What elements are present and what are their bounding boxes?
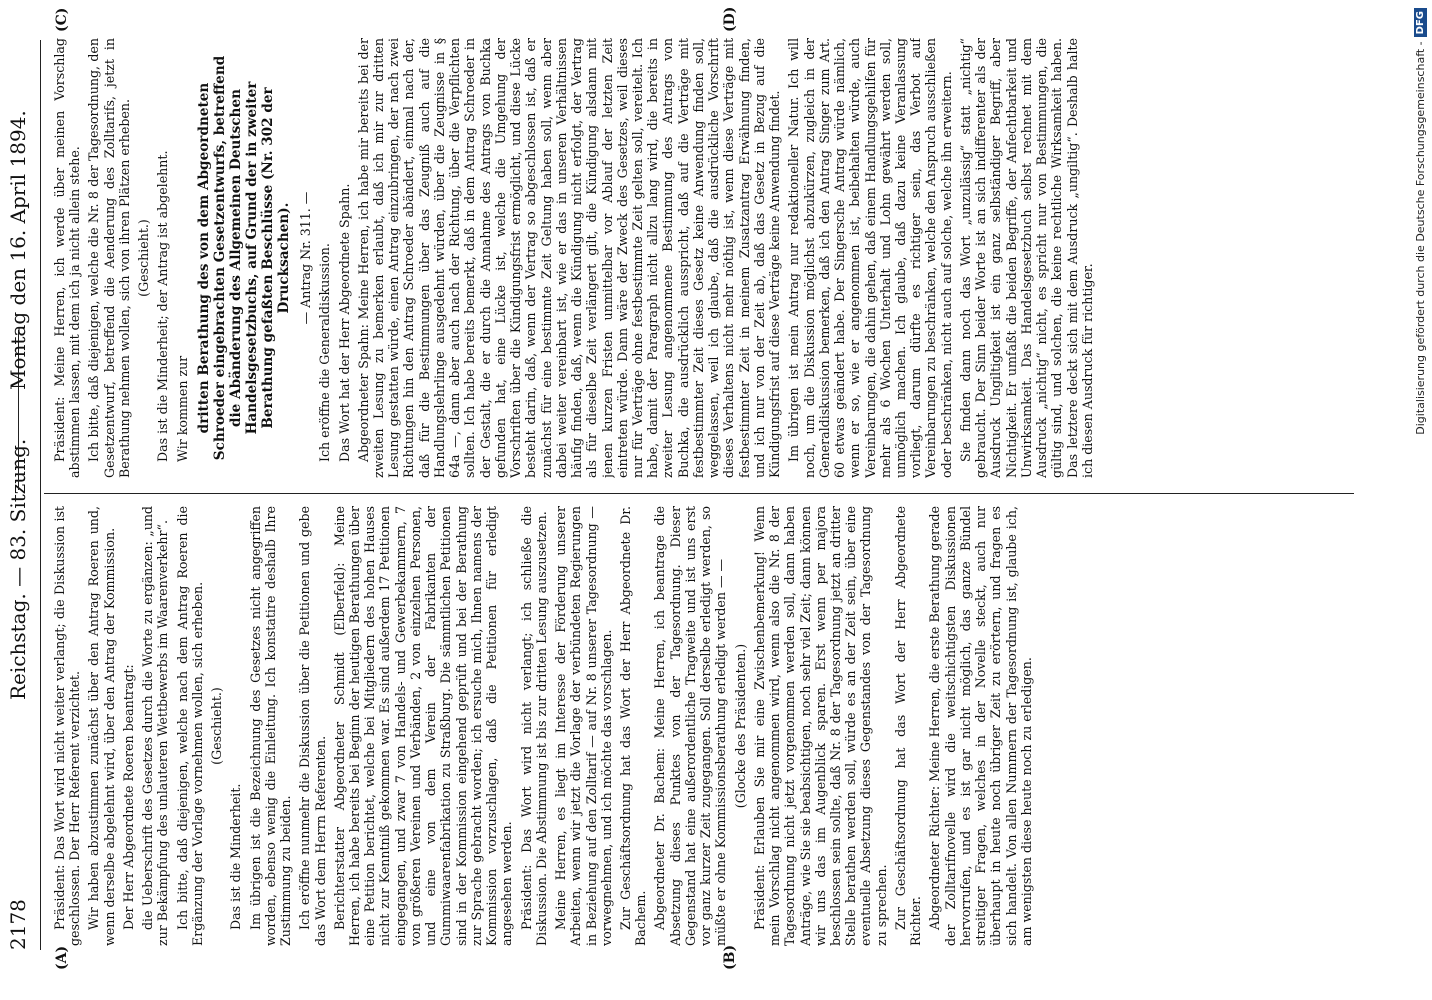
paragraph: (Geschieht.) — [209, 687, 225, 765]
paragraph: Berichterstatter Abgeordneter Schmidt (Elberfeld): Meine Herren, ich habe bereits bei Beginn der heutigen Berathungen über eine Petition berichtet, welche bei Mitgliedern des hohen Hauses nicht zur Kenntniß gekommen war. Es sind außerdem 17 Petitionen eingegangen, und zwar 7 von Handels- und Gewerbekammern, 7 von größeren Vereinen und Verbänden, 2 von einzelnen Personen, und eine von dem Verein der Fabrikanten der Gummiwaarenfabrikation zu Straßburg. Die sämmtlichen Petitionen sind in der Kommission eingehend geprüft und bei der Berathung zur Sprache gebracht worden; ich ersuche mich, Ihnen namens der Kommission vorzuschlagen, daß die Petitionen für erledigt angesehen werden. — [331, 506, 515, 946]
paragraph: (Geschieht.) — [136, 219, 152, 297]
watermark — [1408, 0, 1432, 1000]
paragraph: Sie finden dann noch das Wort „unzulässig“ statt „nichtig“ gebraucht. Der Sinn beider Worte ist an sich indifferenter als der Ausdruck Ungiltigkeit ist ein ganz selbständiger Begriff, aber Nichtigkeit. Er umfaßt die beiden Begriffe, der Anfechtbarkeit und Unwirksamkeit. Das Handelsgesetzbuch selbst rechnet mit dem Ausdruck „nichtig“ nicht, es spricht nur von Bestimmungen, die gültig sind, und solchen, die keine rechtliche Wirksamkeit haben. Das letztere deckt sich mit dem Ausdruck „ungiltig“. Deshalb halte ich diesen Ausdruck für richtiger. — [957, 38, 1095, 478]
left-column — [52, 506, 1352, 946]
paragraph: Präsident: Das Wort wird nicht verlangt; ich schließe die Diskussion. Die Abstimmung ist bis zur dritten Lesung auszusetzen. — [518, 506, 549, 946]
paragraph: Der Herr Abgeordnete Roeren beantragt: — [120, 664, 136, 930]
margin-marker-d: (D) — [722, 6, 738, 32]
paragraph: Abgeordneter Dr. Bachem: Meine Herren, ich beantrage die Absetzung dieses Punktes von der Tagesordnung. Dieser Gegenstand hat eine außerordentliche Tragweite und ist uns erst vor ganz kurzer Zeit zugegangen. Soll derselbe erledigt werden, so müßte er ohne Kommissionsberathung erledigt werden — — — [652, 506, 729, 946]
header-date: Montag den 16. April 1894. — [6, 110, 30, 390]
right-column — [52, 38, 1352, 478]
header-divider — [40, 40, 41, 950]
agenda-heading: dritten Berathung des von dem Abgeordneten Schroeder eingebrachten Gesetzentwurfs, betreffend die Abänderung des Allgemeinen Deutschen Handelsgesetzbuchs, auf Grund der in zweiter Berathung gefaßten Beschlüsse (Nr. 302 der Drucksachen). — [195, 55, 293, 461]
paragraph: Abgeordneter Spahn: Meine Herren, ich habe mir bereits bei der zweiten Lesung zu bemerken erlaubt, daß ich mir zur dritten Lesung gestatten würde, einen Antrag einzubringen, der nach zwei Richtungen hin den Antrag Schroeder abändert, einmal nach der, daß für die Bestimmungen über das Zeugniß auch auf die Handlungslehrlinge ausgedehnt würden, über die Zeugnisse in § 64a —, dann aber auch nach der Richtung, über die Verpflichten sollten. Ich habe bereits bemerkt, daß in dem Antrag Schroeder in der Gestalt, die er durch die Annahme des Antrags von Buchka gefunden hat, eine Lücke ist, welche die Umgehung der Vorschriften über die Kündigungsfrist ermöglicht, und diese Lücke besteht darin, daß, wenn der Vertrag so abgeschlossen ist, daß er zunächst für eine bestimmte Zeit Geltung haben soll, wenn aber dabei weiter vereinbart ist, wie er das in unseren Verhältnissen häufig finden, daß, wenn die Kündigung nicht erfolgt, der Vertrag als für dieselbe Zeit verlängert gilt, die Kündigung alsdann mit jenen kurzen Fristen unmittelbar vor Ablauf der letzten Zeit eintreten würde. Dann wäre der Zweck des Gesetzes, weil dieses nur für Verträge ohne festbestimmte Zeit gelten soll, vereitelt. Ich habe, damit der Paragraph nicht allzu lang wird, die bereits in zweiter Lesung angenommene Bestimmung des Antrags von Buchka, die ausdrücklich ausspricht, daß auf die Verträge mit festbestimmter Zeit dieses Gesetz keine Anwendung finden soll, weggelassen, weil ich glaube, daß die ausdrückliche Vorschrift dieses Verhaltens nicht mehr nöthig ist, wenn diese Verträge mit festbestimmter Zeit in meinem Zusatzantrag Erwähnung finden, und ich nur von der Zeit ab, daß das Gesetz in Bezug auf die Kündigungsfrist auf diese Verträge keine Anwendung findet. — [355, 38, 783, 478]
paragraph: Präsident: Erlauben Sie mir eine Zwischenbemerkung! Wenn mein Vorschlag nicht angenommen wird, wenn also die Nr. 8 der Tagesordnung nicht jetzt vorgenommen werden soll, dann haben Anträge, wie Sie sie beabsichtigen, noch sehr viel Zeit; dann können wir uns das im Augenblick sparen. Erst wenn per majora beschlossen sein sollte, daß Nr. 8 der Tagesordnung jetzt an dritter Stelle berathen werden soll, würde es an der Zeit sein, über eine eventuelle Absetzung dieses Gegenstandes von der Tagesordnung zu sprechen. — [751, 506, 889, 946]
paragraph: Abgeordneter Richter: Meine Herren, die erste Berathung gerade der Zolltarifnovelle wird die weitschichtigsten Diskussionen hervorrufen, und es ist gar nicht möglich, das ganze Bündel streitiger Fragen, welches in der Novelle steckt, auch nur überhaupt in heute noch übriger Zeit zu erörtern, und fragen es sich handelt. Von allen Nummern der Tagesordnung ist, glaube ich, am wenigsten diese heute noch zu erledigen. — [927, 506, 1034, 946]
column-divider — [44, 493, 1354, 494]
margin-marker-c: (C) — [54, 7, 70, 32]
paragraph: Zur Geschäftsordnung hat das Wort der Herr Abgeordnete Dr. Bachem. — [617, 506, 649, 946]
paragraph: Wir kommen zur — [174, 355, 190, 462]
paragraph: die Ueberschrift des Gesetzes durch die Worte zu ergänzen: „und zur Bekämpfung des unlauteren Wettbewerbs im Waarenverkehr“. — [140, 506, 171, 946]
paragraph: Ich bitte, daß diejenigen, welche die Nr. 8 der Tagesordnung, den Gesetzentwurf, betreffend die Aenderung des Zolltarifs, jetzt in Berathung nehmen wollen, sich von ihren Plätzen erheben. — [86, 38, 132, 478]
running-header — [6, 40, 38, 950]
paragraph: Zur Geschäftsordnung hat das Wort der Herr Abgeordnete Richter. — [892, 506, 924, 946]
paragraph: Ich eröffne nunmehr die Diskussion über die Petitionen und gebe das Wort dem Herrn Referenten. — [297, 506, 328, 946]
margin-marker-b: (B) — [722, 944, 738, 970]
paragraph: Das Wort hat der Herr Abgeordnete Spahn. — [336, 183, 352, 462]
paragraph: — Antrag Nr. 311. — — [298, 191, 314, 325]
paragraph: Im übrigen ist die Bezeichnung des Gesetzes nicht angegriffen worden, ebenso wenig die Einleitung. Ich konstatire deshalb Ihre Zustimmung zu beiden. — [247, 506, 294, 946]
page-number: 2178 — [6, 899, 30, 950]
paragraph: Präsident: Das Wort wird nicht weiter verlangt; die Diskussion ist geschlossen. Der Herr Referent verzichtet. — [52, 506, 83, 946]
margin-marker-a: (A) — [54, 945, 70, 970]
paragraph: Das ist die Minderheit; der Antrag ist abgelehnt. — [155, 150, 171, 462]
paragraph: Präsident: Meine Herren, ich werde über meinen Vorschlag abstimmen lassen, mit dem ich ja nicht allein stehe. — [52, 38, 83, 478]
dfg-logo-icon: DFG — [1414, 8, 1427, 37]
paragraph: Ich eröffne die Generaldiskussion. — [317, 243, 333, 462]
paragraph: Meine Herren, es liegt im Interesse der Förderung unserer Arbeiten, wenn wir jetzt die Vorlage der verbündeten Regierungen in Beziehung auf den Zolltarif — auf Nr. 8 unserer Tagesordnung — vorwegnehmen, und ich möchte das vorschlagen. — [553, 506, 614, 946]
paragraph: Ich bitte, daß diejenigen, welche nach dem Antrag Roeren die Ergänzung der Vorlage vornehmen wollen, sich erheben. — [174, 506, 205, 946]
paragraph: Wir haben abzustimmen zunächst über den Antrag Roeren und, wenn derselbe abgelehnt wird, über den Antrag der Kommission. — [86, 506, 117, 946]
paragraph: Im übrigen ist mein Antrag nur redaktioneller Natur. Ich will noch, um die Diskussion möglichst abzukürzen, zugleich in der Generaldiskussion bemerken, daß ich den Antrag Singer zum Art. 60 etwas geändert habe. Der Singersche Antrag würde nämlich, wenn er so, wie er angenommen ist, beibehalten würde, auch Vereinbarungen, die dahin gehen, daß einem Handlungsgehilfen für mehr als 6 Wochen Unterhalt und Lohn gewährt werden soll, unmöglich machen. Ich glaube, daß dazu keine Veranlassung vorliegt, darum dürfte es richtiger sein, das Verbot auf Vereinbarungen zu beschränken, welche den Anspruch ausschließen oder beschränken, nicht auch auf solche, welche ihn erweitern. — [786, 38, 954, 478]
paragraph: (Glocke des Präsidenten.) — [732, 643, 748, 809]
paragraph: Das ist die Minderheit. — [228, 783, 244, 930]
watermark-text: Digitalisierung gefördert durch die Deutsche Forschungsgemeinschaft - — [1413, 41, 1427, 435]
header-session: Reichstag. — 83. Sitzung. — [6, 438, 30, 700]
